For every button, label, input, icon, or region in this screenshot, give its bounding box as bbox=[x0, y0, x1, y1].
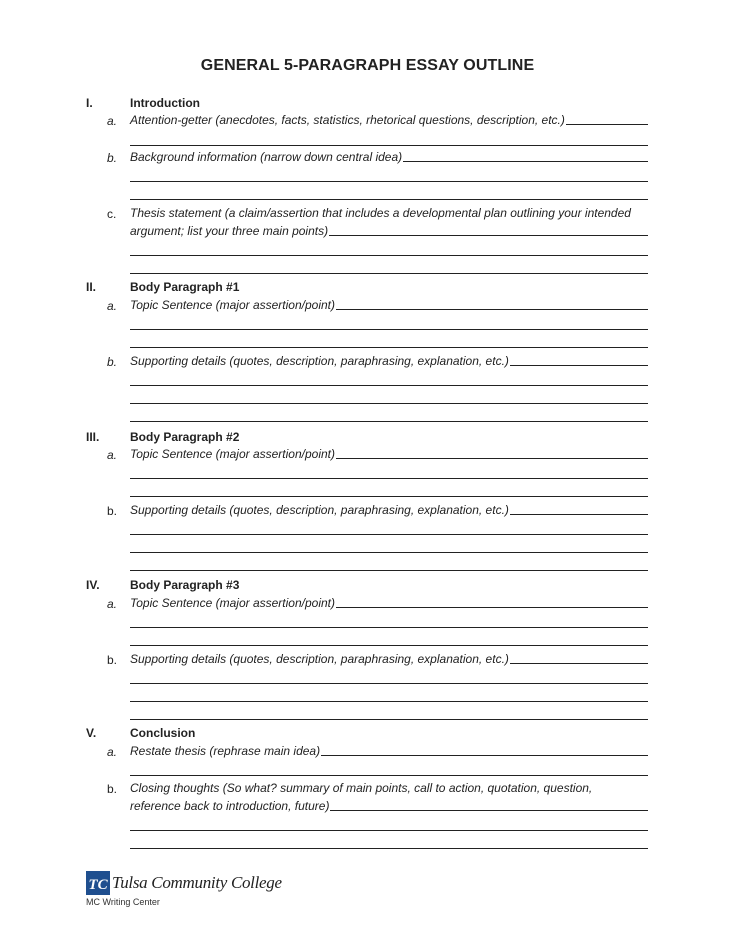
prompt-line[interactable] bbox=[130, 744, 648, 758]
answer-line[interactable] bbox=[130, 627, 648, 628]
prompt-line[interactable] bbox=[130, 354, 648, 368]
answer-blank[interactable] bbox=[510, 514, 648, 515]
answer-blank[interactable] bbox=[336, 309, 648, 310]
writing-center-label: MC Writing Center bbox=[86, 897, 160, 907]
answer-line[interactable] bbox=[130, 719, 648, 720]
section-title: Body Paragraph #3 bbox=[130, 578, 240, 592]
prompt-text: Closing thoughts (So what? summary of main points, call to action, quotation, question, bbox=[130, 781, 593, 795]
college-logo bbox=[86, 871, 282, 895]
answer-line[interactable] bbox=[130, 347, 648, 348]
section-number: II. bbox=[86, 280, 97, 294]
prompt-text: argument; list your three main points) bbox=[130, 224, 329, 238]
answer-line[interactable] bbox=[130, 273, 648, 274]
answer-line[interactable] bbox=[130, 145, 648, 146]
answer-line[interactable] bbox=[130, 403, 648, 404]
item-letter: a. bbox=[107, 597, 118, 611]
item-letter: b. bbox=[107, 504, 118, 518]
college-name: Tulsa Community College bbox=[112, 873, 282, 892]
answer-line[interactable] bbox=[130, 181, 648, 182]
prompt-text: Topic Sentence (major assertion/point) bbox=[130, 596, 335, 610]
prompt-text: Background information (narrow down central idea) bbox=[130, 150, 403, 164]
prompt-text: reference back to introduction, future) bbox=[130, 799, 330, 813]
answer-line[interactable] bbox=[130, 255, 648, 256]
answer-blank[interactable] bbox=[329, 235, 648, 236]
item-letter: b. bbox=[107, 151, 118, 165]
answer-line[interactable] bbox=[130, 701, 648, 702]
prompt-text: Supporting details (quotes, description, paraphrasing, explanation, etc.) bbox=[130, 503, 509, 517]
item-letter: c. bbox=[107, 207, 117, 221]
prompt-line[interactable] bbox=[130, 298, 648, 312]
prompt-text: Thesis statement (a claim/assertion that includes a developmental plan outlining your intended bbox=[130, 206, 631, 220]
prompt-line[interactable] bbox=[130, 596, 648, 610]
answer-blank[interactable] bbox=[336, 607, 648, 608]
prompt-line[interactable] bbox=[130, 224, 648, 238]
answer-line[interactable] bbox=[130, 496, 648, 497]
prompt-text: Supporting details (quotes, description, paraphrasing, explanation, etc.) bbox=[130, 652, 509, 666]
prompt-line[interactable] bbox=[130, 447, 648, 461]
section-title: Body Paragraph #1 bbox=[130, 280, 240, 294]
tcc-logo-icon bbox=[86, 871, 110, 895]
item-letter: b. bbox=[107, 355, 118, 369]
prompt-line[interactable] bbox=[130, 652, 648, 666]
prompt-text: Supporting details (quotes, description, paraphrasing, explanation, etc.) bbox=[130, 354, 509, 368]
section-number: I. bbox=[86, 96, 93, 110]
answer-line[interactable] bbox=[130, 421, 648, 422]
answer-line[interactable] bbox=[130, 552, 648, 553]
prompt-line[interactable] bbox=[130, 503, 648, 517]
item-letter: b. bbox=[107, 653, 118, 667]
answer-line[interactable] bbox=[130, 645, 648, 646]
answer-line[interactable] bbox=[130, 478, 648, 479]
answer-blank[interactable] bbox=[330, 810, 648, 811]
answer-line[interactable] bbox=[130, 385, 648, 386]
prompt-text: Topic Sentence (major assertion/point) bbox=[130, 298, 335, 312]
answer-line[interactable] bbox=[130, 683, 648, 684]
section-number: III. bbox=[86, 430, 100, 444]
answer-blank[interactable] bbox=[566, 124, 648, 125]
answer-line[interactable] bbox=[130, 199, 648, 200]
item-letter: a. bbox=[107, 114, 118, 128]
section-number: V. bbox=[86, 726, 97, 740]
logo-mark-text: TC bbox=[88, 877, 108, 893]
section-number: IV. bbox=[86, 578, 100, 592]
answer-blank[interactable] bbox=[510, 663, 648, 664]
item-letter: b. bbox=[107, 782, 118, 796]
answer-line[interactable] bbox=[130, 534, 648, 535]
prompt-text: Restate thesis (rephrase main idea) bbox=[130, 744, 321, 758]
prompt-text: Attention-getter (anecdotes, facts, statistics, rhetorical questions, description, etc.) bbox=[130, 113, 565, 127]
answer-line[interactable] bbox=[130, 329, 648, 330]
answer-line[interactable] bbox=[130, 848, 648, 849]
item-letter: a. bbox=[107, 745, 118, 759]
answer-line[interactable] bbox=[130, 775, 648, 776]
prompt-text: Topic Sentence (major assertion/point) bbox=[130, 447, 335, 461]
answer-blank[interactable] bbox=[510, 365, 648, 366]
section-title: Introduction bbox=[130, 96, 200, 110]
prompt-line[interactable] bbox=[130, 150, 648, 164]
answer-blank[interactable] bbox=[321, 755, 648, 756]
item-letter: a. bbox=[107, 448, 118, 462]
section-title: Conclusion bbox=[130, 726, 196, 740]
answer-blank[interactable] bbox=[336, 458, 648, 459]
prompt-line bbox=[130, 781, 648, 795]
prompt-line bbox=[130, 206, 648, 220]
answer-line[interactable] bbox=[130, 830, 648, 831]
prompt-line[interactable] bbox=[130, 113, 648, 127]
section-title: Body Paragraph #2 bbox=[130, 430, 240, 444]
page-title: GENERAL 5-PARAGRAPH ESSAY OUTLINE bbox=[200, 57, 535, 74]
answer-blank[interactable] bbox=[403, 161, 648, 162]
item-letter: a. bbox=[107, 299, 118, 313]
answer-line[interactable] bbox=[130, 570, 648, 571]
prompt-line[interactable] bbox=[130, 799, 648, 813]
